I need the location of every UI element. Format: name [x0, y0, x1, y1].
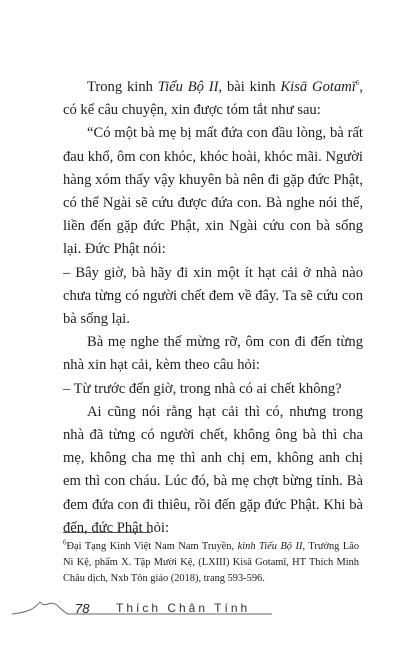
footnote-number: 6	[63, 538, 67, 547]
paragraph-answer: Ai cũng nói rằng hạt cải thì có, nhưng trong nhà đã từng có người chết, không ông bà thì cha mẹ, không cha mẹ thì anh chị em, không anh chị em thì con cháu. Lúc đó, bà mẹ chợt bừng tỉnh. Bà đem đứa con đi thiêu, rồi đến gặp đức Phật. Khi bà đến, đức Phật hỏi:	[63, 403, 363, 536]
footnote-text: Đại Tạng Kinh Việt Nam Nam Truyền,	[66, 541, 238, 552]
book-title: Tiểu Bộ II	[157, 79, 219, 95]
footnote-text: , Trưởng Lão Ni Kệ, phẩm X. Tập Mười Kệ, (LXIII) Kisā Gotamī, HT Thích Minh Châu dịch, Nxb Tôn giáo (2018), trang 593-596.	[63, 541, 360, 584]
sutra-title: Kisā Gotamī	[280, 79, 356, 95]
text-run: , bài kinh	[218, 79, 281, 95]
paragraph-dialog-question: – Từ trước đến giờ, trong nhà có ai chết không?	[63, 380, 342, 397]
footnote-ref: 6	[355, 79, 360, 88]
running-head: Thích Chân Tính	[116, 601, 251, 615]
page-footer	[12, 596, 272, 632]
text-run: , có kể câu chuyện, xin được tóm tắt như sau:	[63, 79, 363, 119]
footnote-divider	[63, 532, 151, 533]
footnote-book-title: kinh Tiểu Bộ II	[237, 541, 303, 552]
paragraph-mother: Bà mẹ nghe thế mừng rỡ, ôm con đi đến từng nhà xin hạt cải, kèm theo câu hỏi:	[63, 334, 363, 374]
footnote	[63, 539, 359, 587]
page-number: 78	[75, 601, 90, 616]
main-text	[63, 76, 363, 540]
paragraph-intro	[63, 76, 363, 122]
text-run: Trong kinh	[87, 79, 158, 95]
paragraph-story: “Có một bà mẹ bị mất đứa con đầu lòng, bà rất đau khổ, ôm con khóc, khóc hoài, khóc mãi. Người hàng xóm thấy vậy khuyên bà nên đi gặp đức Phật, có thể Ngài sẽ cứu được đứa con. Bà nghe nói thế, liền đến gặp đức Phật, xin Ngài cứu con bà sống lại. Đức Phật nói:	[63, 125, 363, 258]
paragraph-dialog-buddha: – Bây giờ, bà hãy đi xin một ít hạt cải ở nhà nào chưa từng có người chết đem về đây. Ta sẽ cứu con bà sống lại.	[63, 264, 363, 328]
